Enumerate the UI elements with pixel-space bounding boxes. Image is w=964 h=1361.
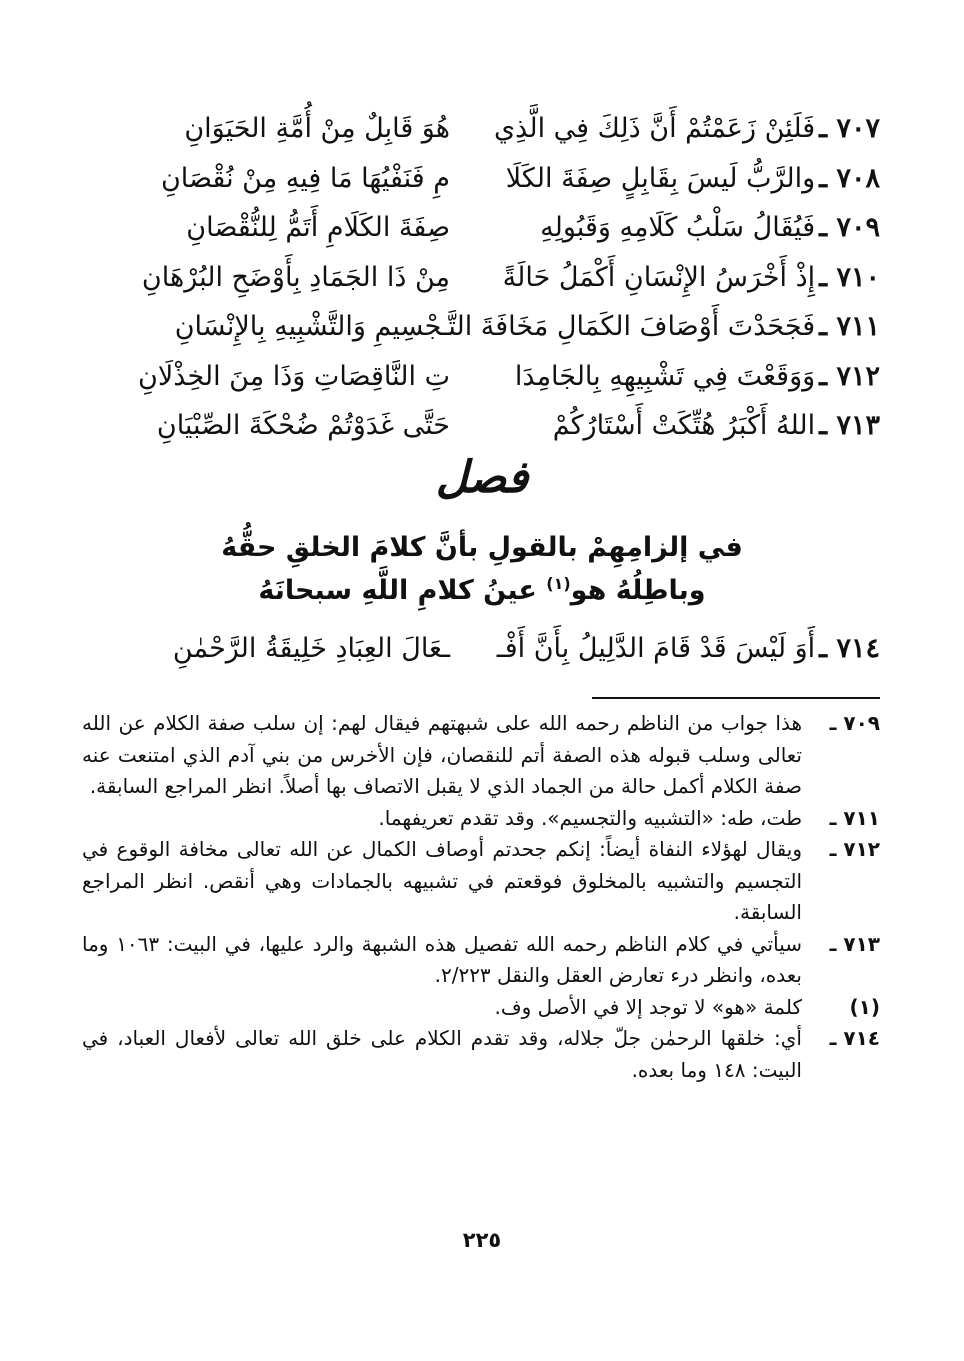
verse-second-hemistich: مِ فَنَفْيُهَا مَا فِيهِ مِنْ نُقْصَانِ [160, 162, 450, 194]
footnote-712 [82, 834, 880, 929]
page-number: ٢٢٥ [462, 1228, 502, 1252]
section-title-line-2 [0, 569, 964, 612]
footnote-711 [82, 803, 880, 835]
verse-first-hemistich [440, 302, 880, 352]
hemistich-text: اللهُ أَكْبَرُ هُتِّكَتْ أَسْتَارُكُمْ [552, 410, 816, 441]
verse-number: ٧٠٧ ـ [819, 113, 880, 144]
hemistich-text: فَيُقَالُ سَلْبُ كَلَامِهِ وَقَبُولِهِ [540, 212, 816, 243]
footnote-text: ويقال لهؤلاء النفاة أيضاً: إنكم جحدتم أوصاف الكمال عن الله تعالى مخافة الوقوع في التجسيم والتشبيه بالمخلوق فوقعتم في تشبيهه بالجمادات وهي أنقص. انظر المراجع السابقة. [82, 837, 802, 924]
footnote-label: ٧١٣ ـ [829, 931, 880, 956]
verse-number: ٧٠٨ ـ [819, 162, 880, 194]
verse-714 [80, 624, 880, 674]
hemistich-text: والرَّبُّ لَيسَ بِقَابِلٍ صِفَةَ الكَلَا [505, 162, 816, 194]
footnote-text: هذا جواب من الناظم رحمه الله على شبهتهم فيقال لهم: إن سلب صفة الكلام عن الله تعالى وسلب قبوله هذه الصفة أتم للنقصان، فإن الأخرس من بني آدم الذي امتنعت عنه صفة الكلام أكمل حالة من الجماد الذي لا يقبل الاتصاف بها أصلاً. انظر المراجع السابقة. [82, 711, 802, 798]
hemistich-text: فَلَئِنْ زَعَمْتُمْ أَنَّ ذَلِكَ فِي الَّذِي [494, 113, 816, 144]
footnote-marker: (١) [546, 574, 571, 593]
footnote-label: ٧١٤ ـ [829, 1026, 880, 1050]
verse-number: ٧١١ ـ [819, 311, 880, 342]
verse-number: ٧١٠ ـ [819, 261, 880, 293]
verse-713 [80, 401, 880, 451]
verse-712 [80, 352, 880, 402]
footnote-label: ٧٠٩ ـ [829, 711, 880, 735]
verse-first-hemistich [488, 253, 880, 303]
footnote-text: سيأتي في كلام الناظم رحمه الله تفصيل هذه الشبهة والرد عليها، في البيت: ١٠٦٣ وما بعده، وانظر درء تعارض العقل والنقل ٢/٢٢٣. [82, 931, 802, 987]
verse-first-hemistich [488, 401, 880, 451]
hemistich-text: فَجَحَدْتَ أَوْصَافَ الكَمَالِ مَخَافَةَ التَّـ [440, 311, 816, 342]
verse-second-hemistich: صِفَةَ الكَلَامِ أَتَمُّ لِلنُّقْصَانِ [186, 212, 450, 243]
hemistich-text: وَوَقَعْتَ فِي تَشْبِيهِهِ بِالجَامِدَا [514, 360, 816, 392]
verse-first-hemistich [488, 104, 880, 154]
section-title [0, 526, 964, 612]
verse-second-hemistich: ـعَالَ العِبَادِ خَلِيقَةُ الرَّحْمٰنِ [172, 633, 450, 664]
section-title-line-2-start: وباطِلُهُ هو [570, 575, 706, 606]
verse-711 [80, 302, 880, 352]
verse-710 [80, 253, 880, 303]
verse-first-hemistich [488, 154, 880, 204]
footnote-709 [82, 708, 880, 803]
verse-block-714 [80, 624, 880, 674]
verse-first-hemistich [488, 352, 880, 402]
verse-709 [80, 203, 880, 253]
footnote-714 [82, 1023, 880, 1086]
footnote-text: كلمة «هو» لا توجد إلا في الأصل وف. [494, 994, 802, 1019]
section-heading-word: فصل [435, 452, 529, 503]
verse-first-hemistich [488, 624, 880, 674]
footnote-1 [82, 992, 880, 1024]
footnotes [82, 708, 880, 1086]
verse-block [80, 104, 880, 451]
footnote-divider [592, 697, 880, 699]
verse-second-hemistich: هُوَ قَابِلٌ مِنْ أُمَّةِ الحَيَوَانِ [184, 113, 450, 144]
verse-707 [80, 104, 880, 154]
footnote-713 [82, 929, 880, 992]
verse-number: ٧١٤ ـ [819, 633, 880, 664]
verse-708 [80, 154, 880, 204]
footnote-label: ٧١١ ـ [829, 805, 880, 830]
verse-first-hemistich [488, 203, 880, 253]
section-title-line-1: في إلزامِهِمْ بالقولِ بأنَّ كلامَ الخلقِ حقُّهُ [221, 532, 743, 563]
verse-number: ٧٠٩ ـ [819, 212, 880, 243]
verse-second-hemistich: ـجْسِيمِ وَالتَّشْبِيهِ بِالإِنْسَانِ [174, 311, 450, 342]
verse-second-hemistich: مِنْ ذَا الجَمَادِ بِأَوْضَحِ البُرْهَانِ [141, 261, 450, 293]
hemistich-text: إِذْ أَخْرَسُ الإِنْسَانِ أَكْمَلُ حَالَةً [502, 261, 816, 293]
hemistich-text: أَوَ لَيْسَ قَدْ قَامَ الدَّلِيلُ بِأَنَّ أَفْـ [496, 633, 816, 664]
verse-second-hemistich: تِ النَّاقِصَاتِ وَذَا مِنَ الخِذْلَانِ [138, 360, 450, 392]
footnote-label: ٧١٢ ـ [829, 837, 880, 861]
section-title-line-2-end: عينُ كلامِ اللَّهِ سبحانَهُ [258, 575, 537, 606]
footnote-label: (١) [849, 994, 880, 1019]
footnote-text: طت، طه: «التشبيه والتجسيم». وقد تقدم تعريفهما. [378, 805, 802, 830]
verse-second-hemistich: حَتَّى غَدَوْتُمْ ضُحْكَةَ الصِّبْيَانِ [156, 410, 450, 441]
verse-number: ٧١٢ ـ [819, 360, 880, 392]
footnote-text: أي: خلقها الرحمٰن جلّ جلاله، وقد تقدم الكلام على خلق الله تعالى لأفعال العباد، في البيت: ١٤٨ وما بعده. [82, 1026, 802, 1082]
verse-number: ٧١٣ ـ [819, 410, 880, 441]
